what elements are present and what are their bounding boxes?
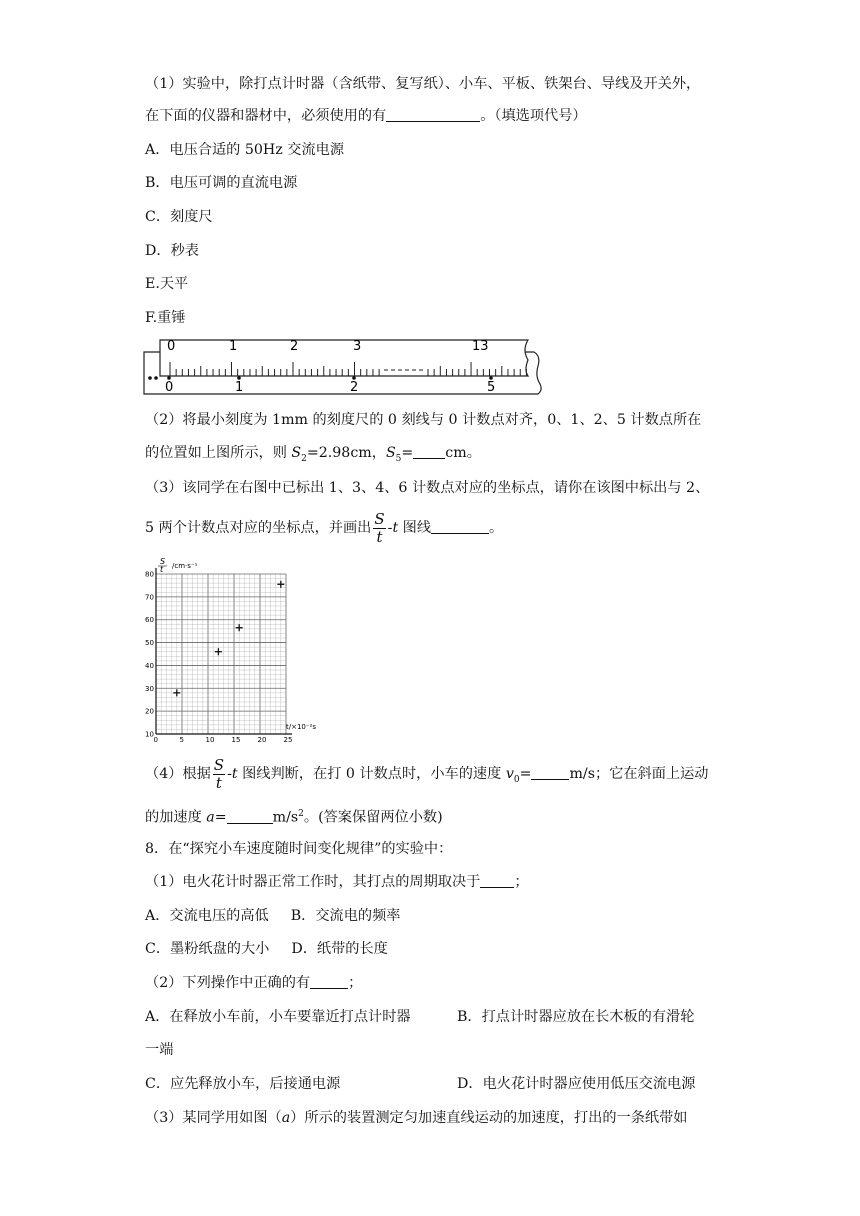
q1-option-f: F.重锤 — [145, 310, 186, 326]
y-label-num: S — [160, 557, 166, 566]
q4-frac-num: S — [213, 755, 225, 774]
a-equals: = — [214, 809, 227, 826]
q1-line2-tail: 。（填选项代号） — [480, 108, 587, 124]
q8-p2-option-a: A．在释放小车前，小车要靠近打点计时器 — [145, 1009, 411, 1025]
v0-symbol: v — [505, 766, 514, 782]
q8-p2-option-d: D．电火花计时器应使用低压交流电源 — [457, 1076, 696, 1092]
x-tick-label: 5 — [179, 736, 184, 744]
x-tick-label: 25 — [283, 736, 293, 744]
data-point — [277, 581, 284, 588]
y-label-unit: /cm·s⁻¹ — [172, 562, 198, 570]
y-tick-label: 70 — [145, 593, 154, 602]
q8-part2-text: （2）下列操作中正确的有 — [145, 975, 311, 991]
q3-line2 — [145, 510, 503, 546]
ruler-figure — [142, 336, 546, 398]
q8-part1-blank[interactable] — [480, 873, 514, 888]
s2-value: =2.98cm， — [306, 445, 386, 461]
count-label-1: 1 — [235, 380, 244, 395]
data-point — [236, 624, 243, 631]
count-label-2: 2 — [350, 380, 359, 395]
q4-line2 — [145, 804, 443, 828]
q8-p2-option-b: B．打点计时器应放在长木板的有滑轮 — [457, 1009, 695, 1025]
q1-line2 — [145, 106, 587, 126]
q8-part1-tail: ； — [514, 874, 529, 890]
q3-tail: 。 — [489, 520, 504, 536]
q8-p1-option-d: D．纸带的长度 — [291, 941, 388, 957]
q8-part1-options-cd — [145, 939, 388, 959]
q4-text-5: 。(答案保留两位小数) — [303, 809, 443, 826]
a-unit-superscript: 2 — [298, 809, 304, 819]
y-tick-label: 20 — [145, 707, 154, 716]
q3-t-symbol: t — [392, 520, 399, 536]
q8-part3-tail: ）所示的装置测定匀加速直线运动的加速度，打出的一条纸带如 — [290, 1110, 688, 1126]
q1-option-d: D．秒表 — [145, 243, 199, 259]
q8-part1 — [145, 872, 529, 892]
x-tick-label: 20 — [257, 736, 267, 744]
q2-line2-text: 的位置如上图所示，则 — [145, 445, 292, 461]
graph-axes — [156, 568, 292, 734]
q3-answer-blank[interactable] — [431, 519, 489, 534]
fig-a-symbol: a — [281, 1110, 291, 1126]
q8-part2-blank[interactable] — [310, 974, 348, 989]
a-unit: m/s — [272, 809, 299, 826]
y-tick-label: 80 — [145, 570, 154, 579]
a-symbol: a — [206, 809, 215, 826]
data-point — [215, 648, 222, 655]
s2-symbol: S — [291, 445, 302, 461]
v0-subscript: 0 — [513, 774, 520, 785]
q4-text-1: （4）根据 — [145, 766, 211, 782]
q2-line1: （2）将最小刻度为 1mm 的刻度尺的 0 刻线与 0 计数点对齐，0、1、2、5 计数点所在 — [145, 412, 702, 428]
q4-line1 — [145, 756, 708, 798]
q1-line1: （1）实验中，除打点计时器（含纸带、复写纸）、小车、平板、铁架台、导线及开关外， — [145, 76, 701, 92]
q4-frac-den: t — [215, 773, 222, 792]
y-label-den: t — [160, 565, 164, 574]
x-tick-label: 10 — [205, 736, 215, 744]
q1-option-e: E.天平 — [145, 276, 189, 292]
q4-fraction — [213, 757, 225, 792]
q1-option-a: A．电压合适的 50Hz 交流电源 — [145, 142, 345, 158]
q3-graph-word: 图线 — [398, 520, 432, 536]
y-tick-label: 40 — [145, 661, 154, 670]
q8-p1-option-c: C．墨粉纸盘的大小 — [145, 941, 270, 957]
y-tick-label: 60 — [145, 616, 154, 625]
q8-p1-option-a: A．交流电压的高低 — [145, 908, 269, 924]
q8-part2 — [145, 973, 362, 993]
ruler-label-0: 0 — [167, 339, 176, 354]
q4-text-2: 图线判断，在打 0 计数点时，小车的速度 — [237, 766, 506, 782]
ruler-label-2: 2 — [290, 339, 299, 354]
q8-part3-text: （3）某同学用如图（ — [145, 1110, 282, 1126]
q4-text-4: 的加速度 — [145, 809, 207, 826]
count-label-5: 5 — [487, 380, 496, 395]
q3-dash: - — [387, 520, 393, 536]
q4-t-symbol: t — [231, 766, 238, 782]
q1-option-c: C．刻度尺 — [145, 209, 213, 225]
q8-p1-option-b: B．交流电的频率 — [290, 908, 401, 924]
x-tick-label: 15 — [231, 736, 241, 744]
s5-equals: = — [401, 445, 414, 461]
v0-equals: = — [519, 766, 532, 782]
graph-grid — [156, 574, 286, 734]
s5-answer-blank[interactable] — [413, 444, 445, 459]
y-tick-label: 10 — [145, 730, 154, 739]
q1-option-b: B．电压可调的直流电源 — [145, 175, 298, 191]
s-t-graph — [138, 556, 338, 748]
tape-dot — [154, 376, 158, 380]
v0-answer-blank[interactable] — [531, 765, 569, 780]
q8-part2-tail: ； — [348, 975, 363, 991]
q1-line2-text: 在下面的仪器和器材中，必须使用的有 — [145, 108, 387, 124]
ruler-label-3: 3 — [353, 339, 362, 354]
s5-subscript: 5 — [395, 453, 402, 464]
q8-part3 — [145, 1108, 687, 1128]
s5-symbol: S — [385, 445, 396, 461]
s-over-t-fraction — [373, 511, 385, 546]
ruler-label-13: 13 — [472, 339, 489, 354]
y-tick-label: 50 — [145, 639, 154, 648]
q8-part1-options-ab — [145, 906, 401, 926]
ruler-label-1: 1 — [229, 339, 238, 354]
q8-p2-option-b-cont: 一端 — [145, 1042, 174, 1058]
x-axis-label: t/×10⁻²s — [286, 723, 317, 731]
q2-line2 — [145, 443, 481, 469]
q1-answer-blank[interactable] — [386, 107, 480, 122]
x-tick-label: 0 — [153, 736, 158, 744]
frac-numerator: S — [374, 509, 385, 528]
q4-text-3: m/s；它在斜面上运动 — [569, 766, 709, 782]
a-answer-blank[interactable] — [227, 809, 273, 824]
q3-line2-text: 5 两个计数点对应的坐标点，并画出 — [145, 520, 372, 536]
q3-line1: （3）该同学在右图中已标出 1、3、4、6 计数点对应的坐标点，请你在该图中标出与 2、 — [145, 480, 710, 496]
q8-part1-text: （1）电火花计时器正常工作时，其打点的周期取决于 — [145, 874, 481, 890]
frac-denominator: t — [376, 527, 383, 546]
s2-subscript: 2 — [301, 453, 307, 464]
y-tick-label: 30 — [145, 684, 154, 693]
data-point — [173, 689, 180, 696]
q8-p2-option-c: C．应先释放小车，后接通电源 — [145, 1076, 341, 1092]
q2-line2-tail: cm。 — [445, 445, 481, 461]
tape-dot — [148, 376, 152, 380]
q8-title: 8．在“探究小车速度随时间变化规律”的实验中： — [145, 841, 453, 857]
q4-dash: - — [227, 766, 232, 782]
count-label-0: 0 — [165, 380, 174, 395]
